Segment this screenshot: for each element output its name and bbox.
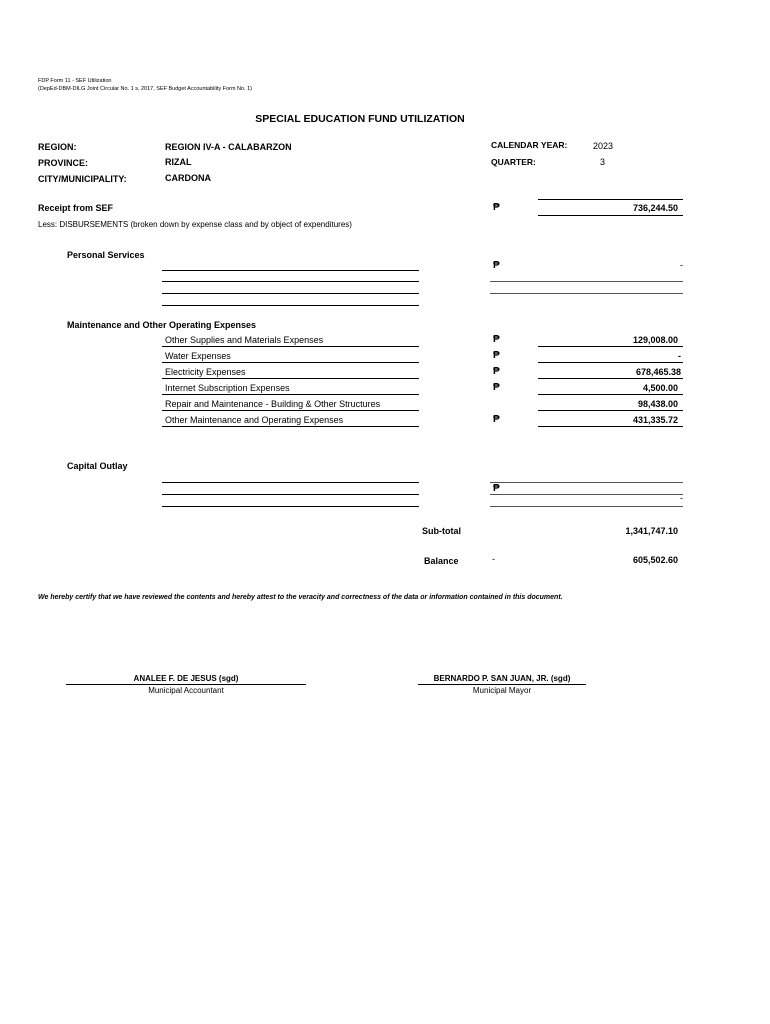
accountant-name: ANALEE F. DE JESUS (sgd) [133,674,239,683]
province-value: RIZAL [165,157,192,167]
mooe-label: Maintenance and Other Operating Expenses [67,320,257,330]
peso-sign: ₱ [493,382,500,393]
mooe-item-amount: 678,465.38 [635,367,681,377]
balance-prefix: - [492,554,495,564]
mooe-item-amount: 98,438.00 [637,399,678,409]
subtotal-label: Sub-total [422,526,461,536]
region-value: REGION IV-A - CALABARZON [165,142,292,152]
quarter-label: QUARTER: [491,157,536,167]
form-code: FDP Form 11 - SEF Utilization [38,78,112,84]
personal-services-amount: - [680,260,683,270]
mooe-item-amount: 4,500.00 [642,383,678,393]
calendar-year-label: CALENDAR YEAR: [491,140,568,150]
region-label: REGION: [38,142,77,152]
mooe-item-name: Electricity Expenses [165,367,246,377]
province-label: PROVINCE: [38,158,89,168]
capital-outlay-label: Capital Outlay [67,461,128,471]
peso-sign: ₱ [493,334,500,345]
personal-services-label: Personal Services [67,250,145,260]
city-label: CITY/MUNICIPALITY: [38,174,127,184]
capital-outlay-amount: - [680,493,683,503]
mayor-title: Municipal Mayor [472,686,532,695]
peso-sign: ₱ [493,202,500,213]
mooe-item-name: Other Maintenance and Operating Expenses [165,415,344,425]
page-title: SPECIAL EDUCATION FUND UTILIZATION [255,113,465,125]
city-value: CARDONA [165,173,211,183]
subtotal-amount: 1,341,747.10 [625,526,678,536]
quarter-value: 3 [600,157,606,167]
peso-sign: ₱ [493,414,500,425]
peso-sign: ₱ [493,366,500,377]
mooe-item-amount: - [678,351,681,361]
receipt-label: Receipt from SEF [38,203,114,213]
peso-sign: ₱ [493,483,500,494]
less-disbursements-note: Less: DISBURSEMENTS (broken down by expense class and by object of expenditures) [38,220,352,229]
mooe-item-amount: 431,335.72 [632,415,678,425]
mooe-item-name: Repair and Maintenance - Building & Other Structures [165,399,381,409]
receipt-amount: 736,244.50 [632,203,678,213]
mooe-item-amount: 129,008.00 [632,335,678,345]
mooe-item-name: Water Expenses [165,351,231,361]
peso-sign: ₱ [493,260,500,271]
mooe-item-name: Other Supplies and Materials Expenses [165,335,324,345]
calendar-year-value: 2023 [593,141,614,151]
mooe-item-name: Internet Subscription Expenses [165,383,290,393]
balance-label: Balance [424,556,459,566]
form-reference: (DepEd-DBM-DILG Joint Circular No. 1 s. 2017, SEF Budget Accountability Form No. 1) [38,86,252,92]
balance-amount: 605,502.60 [632,555,678,565]
peso-sign: ₱ [493,350,500,361]
certification-statement: We hereby certify that we have reviewed the contents and hereby attest to the veracity and correctness of the data or information contained in this document. [38,594,563,601]
mayor-name: BERNARDO P. SAN JUAN, JR. (sgd) [433,674,571,683]
accountant-title: Municipal Accountant [148,686,224,695]
